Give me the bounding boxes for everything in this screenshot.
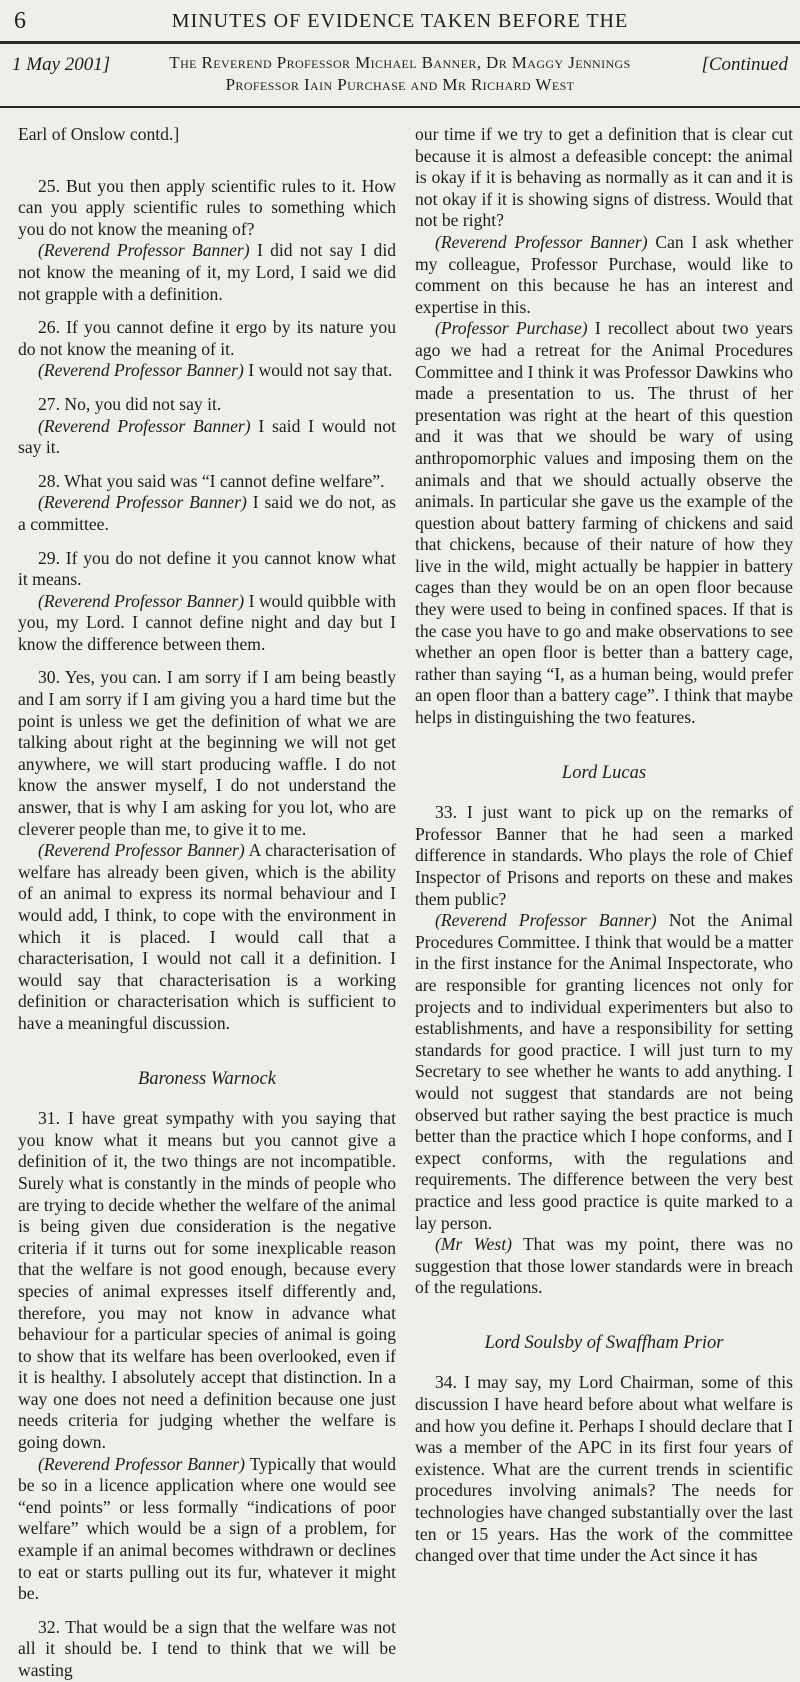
- question-25: 25. But you then apply scientific rules to it. How can you apply scientific rules to something which you do not know the meaning of?: [18, 175, 396, 239]
- answer-29: [18, 591, 396, 656]
- header-rule-bottom: [0, 106, 800, 108]
- answer-32-purchase-text: I recollect about two years ago we had a retreat for the Animal Procedures Committee and I think it was Professor Dawkins who made a presentation to us. The thrust of her presentation was right at the heart of this question and it was that we should be wary of using anthropomorphic values and imposing them on the animals and that we should actually observe the animals. In particular she gave us the example of the question about battery farming of chickens and said that chickens, because of their nature of how they live in the wild, might actually be happier in battery cages than they would be on an open floor because they were used to being in confined spaces. If that is the case you have to go and make observations to see whether an open floor is better than a battery cage, rather than saying “I, as a human being, would prefer an open floor than a battery cage”. I think that maybe helps in distinguishing the two features.: [415, 318, 793, 728]
- question-26: 26. If you cannot define it ergo by its nature you do not know the meaning of it.: [18, 317, 396, 359]
- answer-28-text: I said we do not, as a committee.: [18, 492, 396, 534]
- answer-28-speaker: (Reverend Professor Banner): [38, 492, 247, 513]
- answer-29-text: I would quibble with you, my Lord. I cannot define night and day but I know the difference between them.: [18, 590, 397, 654]
- answer-32-purchase-speaker: (Professor Purchase): [435, 318, 588, 339]
- question-34: 34. I may say, my Lord Chairman, some of this discussion I have heard before about what welfare is and how you define it. Perhaps I should declare that I was a member of the APC in its first four years of existence. What are the current trends in scientific procedures involving animals? The needs for technologies have changed substantially over the last ten or 15 years. Has the work of the committee changed over that time under the Act since it has: [415, 1372, 793, 1566]
- question-27: 27. No, you did not say it.: [38, 393, 222, 414]
- speaker-intro: Earl of Onslow contd.]: [18, 124, 180, 144]
- answer-30-speaker: (Reverend Professor Banner): [38, 840, 245, 861]
- question-30: 30. Yes, you can. I am sorry if I am being beastly and I am sorry if I am giving you a hard time but the point is unless we get the definition of what we are talking about right at the beginning we will not get anywhere, we will start producing waffle. I do not know the answer myself, I do not understand the answer, that is why I am asking for you lot, who are cleverer people than me, to give it to me.: [18, 667, 396, 839]
- running-title: MINUTES OF EVIDENCE TAKEN BEFORE THE: [171, 10, 629, 32]
- answer-27-speaker: (Reverend Professor Banner): [38, 415, 251, 436]
- question-32-continued: our time if we try to get a definition that is clear cut because it is almost a defeasible concept: the animal is okay if it is behaving as normally as it can and it is not okay if it is showing signs of distress. Would that not be right?: [415, 124, 793, 231]
- question-31: 31. I have great sympathy with you saying that you know what it means but you cannot give a definition of it, the two things are not incompatible. Surely what is constantly in the minds of people who are trying to decide whether the welfare of the animal is being given due consideration is the negative criteria if it turns out for some inexplicable reason that the welfare is not good enough, because every species of animal expresses itself differently and, therefore, you may not know in advance what behaviour for a particular species of animal is going to show that its welfare has been overlooked, even if it is healthy. I absolutely accept that distinction. In a way one does not need a definition because one just needs criteria for judging whether the welfare is going down.: [18, 1108, 396, 1453]
- speaker-heading-warnock: Baroness Warnock: [138, 1068, 276, 1089]
- hearing-date: 1 May 2001]: [12, 54, 111, 75]
- speaker-heading-lucas: Lord Lucas: [561, 762, 647, 783]
- question-32: 32. That would be a sign that the welfare was not all it should be. I tend to think that we will be wasting: [18, 1616, 396, 1680]
- answer-33-banner: [415, 910, 793, 1234]
- answer-27: [18, 416, 396, 459]
- answer-33-west: [415, 1234, 793, 1299]
- answer-30-text: A characterisation of welfare has already been given, which is the ability of an animal to express its normal behaviour and I would add, I think, to cope with the environment in which it is placed. I would call that a characterisation, I would not call it a definition. I would say that characterisation is a working definition or characterisation which is sufficient to have a meaningful discussion.: [18, 840, 396, 1033]
- question-28: 28. What you said was “I cannot define welfare”.: [38, 470, 385, 491]
- speaker-continued: [18, 124, 396, 146]
- answer-33-banner-speaker: (Reverend Professor Banner): [435, 910, 657, 931]
- question-29: 29. If you do not define it you cannot know what it means.: [18, 547, 396, 590]
- witness-line-2: Professor Iain Purchase and Mr Richard West: [225, 75, 575, 94]
- witness-line-1: The Reverend Professor Michael Banner, Dr Maggy Jennings: [169, 53, 631, 72]
- question-33: 33. I just want to pick up on the remarks of Professor Banner that he had seen a marked difference in standards. Who plays the role of Chief Inspector of Prisons and reports on these and makes them public?: [415, 802, 793, 909]
- answer-25-speaker: (Reverend Professor Banner): [38, 240, 250, 261]
- answer-25: [18, 240, 396, 305]
- answer-32-banner-speaker: (Reverend Professor Banner): [435, 231, 648, 252]
- answer-30: [18, 840, 396, 1034]
- page-number: 6: [14, 8, 26, 34]
- answer-27-text: I said I would not say it.: [18, 415, 397, 458]
- answer-31-text: Typically that would be so in a licence application where one would see “end points” or less formally “indications of poor welfare” which would be a sign of a problem, for example if an animal becomes withdrawn or declines to eat or starts pulling out its fur, whatever it might be.: [18, 1453, 396, 1604]
- running-head: [0, 8, 800, 36]
- answer-32-banner: [415, 232, 793, 318]
- answer-33-west-text: That was my point, there was no suggestion that those lower standards were in breach of the regulations.: [415, 1234, 793, 1298]
- answer-31: [18, 1454, 396, 1605]
- answer-31-speaker: (Reverend Professor Banner): [38, 1453, 245, 1474]
- answer-26: [18, 360, 396, 382]
- speaker-heading-soulsby: Lord Soulsby of Swaffham Prior: [484, 1332, 724, 1353]
- answer-28: [18, 492, 396, 535]
- right-column: [415, 124, 793, 1567]
- witness-list: [150, 52, 650, 96]
- answer-32-purchase: [415, 318, 793, 728]
- answer-26-text: I would not say that.: [248, 360, 393, 381]
- answer-33-banner-text: Not the Animal Procedures Committee. I think that would be a matter in the first instance for the Animal Inspectorate, who are responsible for granting licences not only for projects and to individual experimenters but also to establishments, and have a responsibility for setting standards for good practice. I will just turn to my Secretary to see whether he wants to add anything. I would not suggest that standards are not being observed but rather saying the best practice is much better than the practice which I hope conforms, and I expect conforms, with the regulations and requirements. The difference between the very best practice and less good practice is quite marked to a lay person.: [415, 910, 793, 1233]
- answer-33-west-speaker: (Mr West): [435, 1234, 513, 1255]
- header-rule-top: [0, 41, 800, 44]
- left-column: [18, 124, 396, 1682]
- continued-marker: [Continued: [701, 54, 788, 75]
- answer-29-speaker: (Reverend Professor Banner): [38, 590, 245, 611]
- answer-25-text: I did not say I did not know the meaning of it, my Lord, I said we did not grapple with a definition.: [18, 240, 396, 304]
- answer-26-speaker: (Reverend Professor Banner): [38, 360, 244, 381]
- answer-32-banner-text: Can I ask whether my colleague, Professor Purchase, would like to comment on this because he has an interest and expertise in this.: [415, 231, 793, 317]
